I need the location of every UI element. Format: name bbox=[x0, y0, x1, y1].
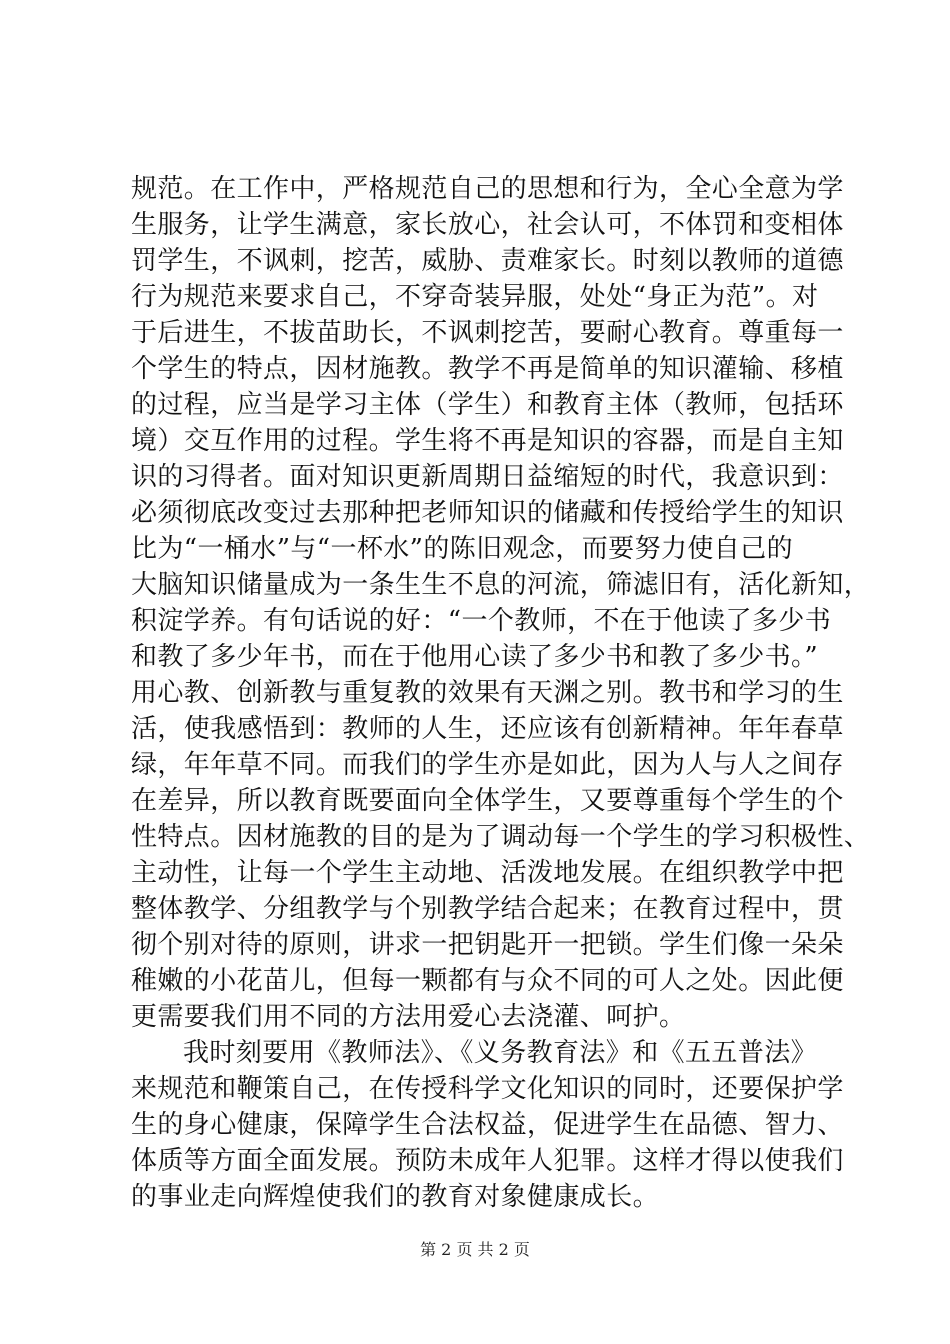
text-line: 规范。在工作中，严格规范自己的思想和行为，全心全意为学 bbox=[131, 174, 844, 204]
text-line: 的过程，应当是学习主体（学生）和教育主体（教师，包括环 bbox=[131, 390, 844, 420]
text-line: 用心教、创新教与重复教的效果有天渊之别。教书和学习的生 bbox=[131, 678, 844, 708]
text-line: 行为规范来要求自己，不穿奇装异服，处处“身正为范”。对 bbox=[131, 282, 819, 312]
text-line: 生的身心健康，保障学生合法权益，促进学生在品德、智力、 bbox=[131, 1110, 844, 1140]
text-line: 大脑知识储量成为一条生生不息的河流，筛滤旧有，活化新知， bbox=[131, 570, 871, 600]
text-line: 必须彻底改变过去那种把老师知识的储藏和传授给学生的知识 bbox=[131, 498, 844, 528]
text-line: 主动性，让每一个学生主动地、活泼地发展。在组织教学中把 bbox=[131, 858, 844, 888]
text-line: 生服务，让学生满意，家长放心，社会认可，不体罚和变相体 bbox=[131, 210, 844, 240]
text-line: 更需要我们用不同的方法用爱心去浇灌、呵护。 bbox=[131, 1002, 686, 1032]
text-line: 和教了多少年书，而在于他用心读了多少书和教了多少书。” bbox=[131, 642, 819, 672]
text-line: 来规范和鞭策自己，在传授科学文化知识的同时，还要保护学 bbox=[131, 1074, 844, 1104]
text-line: 绿，年年草不同。而我们的学生亦是如此，因为人与人之间存 bbox=[131, 750, 844, 780]
text-line: 个学生的特点，因材施教。教学不再是简单的知识灌输、移植 bbox=[131, 354, 844, 384]
text-line: 在差异，所以教育既要面向全体学生，又要尊重每个学生的个 bbox=[131, 786, 844, 816]
text-line: 识的习得者。面对知识更新周期日益缩短的时代，我意识到： bbox=[131, 462, 844, 492]
text-line: 性特点。因材施教的目的是为了调动每一个学生的学习积极性、 bbox=[131, 822, 871, 852]
text-line: 整体教学、分组教学与个别教学结合起来；在教育过程中，贯 bbox=[131, 894, 844, 924]
paragraph-start-line: 我时刻要用《教师法》、《义务教育法》和《五五普法》 bbox=[183, 1038, 818, 1068]
text-line: 活，使我感悟到：教师的人生，还应该有创新精神。年年春草 bbox=[131, 714, 844, 744]
text-line: 比为“一桶水”与“一杯水”的陈旧观念，而要努力使自己的 bbox=[131, 534, 793, 564]
text-line: 于后进生，不拔苗助长，不讽刺挖苦，要耐心教育。尊重每一 bbox=[131, 318, 844, 348]
page-number-footer: 第 2 页 共 2 页 bbox=[420, 1240, 530, 1259]
text-line: 稚嫩的小花苗儿，但每一颗都有与众不同的可人之处。因此便 bbox=[131, 966, 844, 996]
text-line: 罚学生，不讽刺，挖苦，威胁、责难家长。时刻以教师的道德 bbox=[131, 246, 844, 276]
text-line: 境）交互作用的过程。学生将不再是知识的容器，而是自主知 bbox=[131, 426, 844, 456]
body-text bbox=[131, 171, 871, 1215]
text-line: 的事业走向辉煌使我们的教育对象健康成长。 bbox=[131, 1182, 660, 1212]
text-line: 体质等方面全面发展。预防未成年人犯罪。这样才得以使我们 bbox=[131, 1146, 844, 1176]
text-line: 积淀学养。有句话说的好：“一个教师，不在于他读了多少书 bbox=[131, 606, 832, 636]
text-line: 彻个别对待的原则，讲求一把钥匙开一把锁。学生们像一朵朵 bbox=[131, 930, 844, 960]
